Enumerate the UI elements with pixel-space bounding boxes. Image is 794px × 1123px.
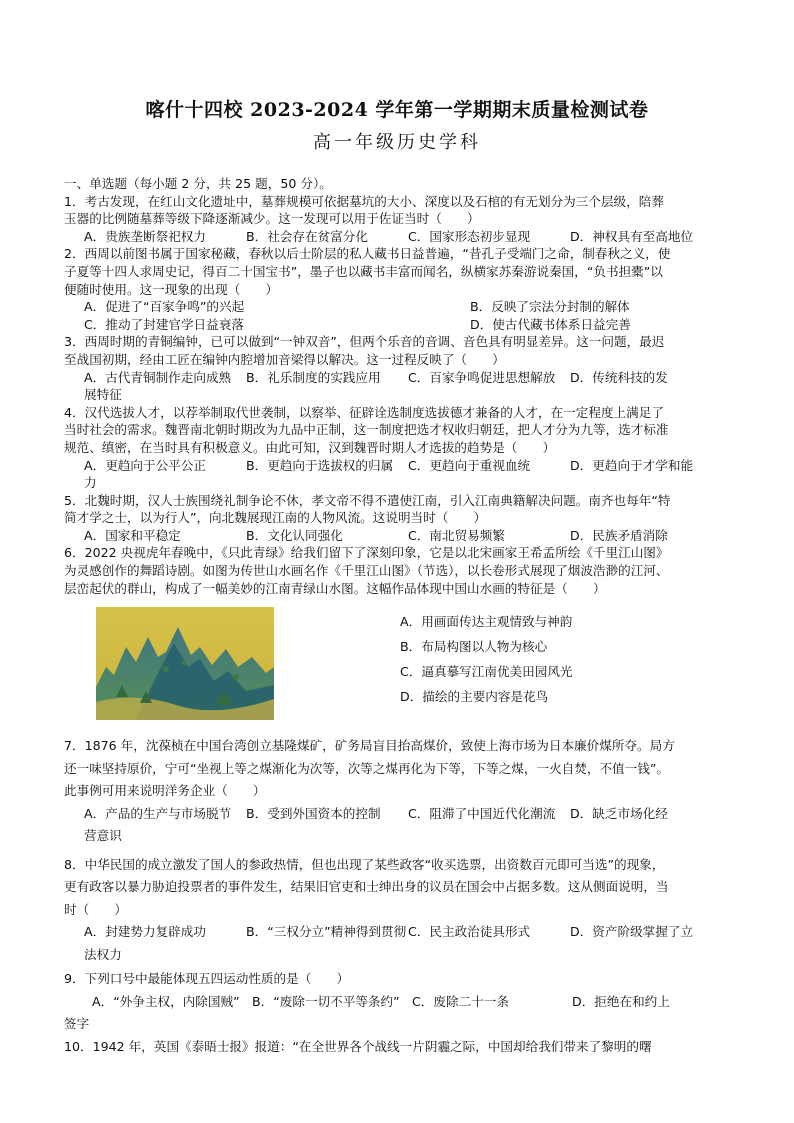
landscape-painting-image	[96, 607, 274, 720]
option-b[interactable]: B．礼乐制度的实践应用	[246, 369, 381, 385]
option-wrap: 力	[84, 475, 97, 491]
options-row	[64, 316, 732, 334]
question-text: 玉器的比例随墓葬等级下降逐渐减少。这一发现可以用于佐证当时（ ）	[64, 211, 480, 227]
option-wrap: 展特征	[84, 387, 122, 403]
exam-subtitle: 高一年级历史学科	[313, 132, 481, 153]
option-a[interactable]: A．“外争主权，内除国贼”	[92, 993, 240, 1009]
question-text: 2．西周以前图书属于国家秘藏，春秋以后士阶层的私人藏书日益普遍，“昔孔子受端门之命，制春秋之义，使	[64, 246, 671, 262]
option-d[interactable]: D．传统科技的发	[570, 369, 668, 385]
option-a[interactable]: A．国家和平稳定	[84, 527, 181, 543]
option-c[interactable]: C．国家形态初步显现	[408, 228, 531, 244]
question-3	[64, 333, 732, 403]
figure-options	[400, 609, 573, 729]
option-b[interactable]: B．受到外国资本的控制	[246, 805, 381, 821]
option-a[interactable]: A．封建势力复辟成功	[84, 924, 206, 940]
option-a[interactable]: A．产品的生产与市场脱节	[84, 805, 232, 821]
question-text: 还一味坚持原价，宁可“坐视上等之煤渐化为次等，次等之煤再化为下等，下等之煤，一火自焚，不值一钱”。	[64, 760, 669, 776]
options-row	[64, 228, 732, 246]
question-text: 简才学之士，以为行人”，向北魏展现江南的人物风流。这说明当时（ ）	[64, 510, 487, 526]
options-row	[64, 457, 732, 475]
question-text: 7．1876 年，沈葆桢在中国台湾创立基隆煤矿，矿务局盲目抬高煤价，致使上海市场为日本廉价煤所夺。局方	[64, 738, 675, 754]
options-row	[64, 527, 732, 545]
option-c[interactable]: C．阻滞了中国近代化潮流	[408, 805, 556, 821]
options-row	[64, 298, 732, 316]
option-wrap: 法权力	[84, 946, 122, 962]
question-text: 便随时使用。这一现象的出现（ ）	[64, 281, 279, 297]
question-4	[64, 404, 732, 492]
question-text: 当时社会的需求。魏晋南北朝时期改为九品中正制，这一制度把选才权收归朝廷，把人才分为九等，选才标准	[64, 422, 669, 438]
question-text: 至战国初期，经由工匠在编钟内腔增加音梁得以解决。这一过程反映了（ ）	[64, 351, 505, 367]
question-text: 6．2022 央视虎年春晚中，《只此青绿》给我们留下了深刻印象，它是以北宋画家王希孟所绘《千里江山图》	[64, 545, 669, 561]
options-row	[64, 991, 732, 1014]
question-9	[64, 968, 732, 1036]
option-c[interactable]: C．民主政治徒具形式	[408, 924, 531, 940]
option-wrap: 营意识	[84, 828, 122, 844]
option-wrap: 签字	[64, 1016, 90, 1032]
option-d[interactable]: D．拒绝在和约上	[572, 993, 670, 1009]
options-row	[64, 803, 732, 826]
option-c[interactable]: C．更趋向于重视血统	[408, 457, 531, 473]
question-2	[64, 245, 732, 333]
figure-row	[64, 601, 732, 729]
question-text: 时（ ）	[64, 901, 127, 917]
option-d[interactable]: D．描绘的主要内容是花鸟	[400, 689, 549, 705]
question-text: 3．西周时期的青铜编钟，已可以做到“一钟双音”，但两个乐音的音调、音色具有明显差异。这一问题，最迟	[64, 334, 665, 350]
option-b[interactable]: B．反映了宗法分封制的解体	[470, 299, 630, 315]
question-7	[64, 735, 732, 848]
question-text: 层峦起伏的群山，构成了一幅美妙的江南青绿山水图。这幅作品体现中国山水画的特征是（ ）	[64, 580, 606, 596]
option-c[interactable]: C．百家争鸣促进思想解放	[408, 369, 556, 385]
option-a[interactable]: A．促进了“百家争鸣”的兴起	[84, 299, 245, 315]
option-b[interactable]: B．“废除一切不平等条约”	[252, 993, 400, 1009]
question-text: 1．考古发现，在红山文化遗址中，墓葬规模可依据墓坑的大小、深度以及石棺的有无划分为三个层级，陪葬	[64, 193, 664, 209]
option-c[interactable]: C．废除二十一条	[412, 993, 509, 1009]
question-text: 子夏等十四人求周史记，得百二十国宝书”，墨子也以藏书丰富而闻名，纵横家苏秦游说秦国，“负书担橐”以	[64, 263, 663, 279]
exam-content	[64, 175, 732, 1058]
option-c[interactable]: C．逼真摹写江南优美田园风光	[400, 664, 573, 680]
option-d[interactable]: D．缺乏市场化经	[570, 805, 668, 821]
option-d[interactable]: D．民族矛盾消除	[570, 527, 668, 543]
section-heading: 一、单选题（每小题 2 分，共 25 题，50 分）。	[64, 176, 332, 191]
option-a[interactable]: A．更趋向于公平公正	[84, 457, 206, 473]
options-row	[64, 921, 732, 944]
question-text: 更有政客以暴力胁迫投票者的事件发生，结果旧官吏和士绅出身的议员在国会中占据多数。这从侧面说明，当	[64, 879, 669, 895]
option-b[interactable]: B．更趋向于选拔权的归属	[246, 457, 394, 473]
option-c[interactable]: C．推动了封建官学日益衰落	[84, 316, 244, 332]
question-5	[64, 492, 732, 545]
question-text: 为灵感创作的舞蹈诗剧。如图为传世山水画名作《千里江山图》（节选），以长卷形式展现了烟波浩渺的江河、	[64, 563, 669, 579]
question-text: 9．下列口号中最能体现五四运动性质的是（ ）	[64, 971, 350, 987]
option-a[interactable]: A．用画面传达主观情致与神韵	[400, 614, 573, 630]
question-text: 8．中华民国的成立激发了国人的参政热情，但也出现了某些政客“收买选票，出资数百元即可当选”的现象，	[64, 856, 665, 872]
option-b[interactable]: B．“三权分立”精神得到贯彻	[246, 924, 407, 940]
option-d[interactable]: D．资产阶级掌握了立	[570, 924, 694, 940]
options-row	[64, 369, 732, 387]
option-c[interactable]: C．南北贸易频繁	[408, 527, 505, 543]
question-text: 10．1942 年，英国《泰晤士报》报道：“在全世界各个战线一片阴霾之际，中国却给我们带来了黎明的曙	[64, 1038, 652, 1054]
question-text: 规范、缜密，在当时具有积极意义。由此可知，汉到魏晋时期人才选拔的趋势是（ ）	[64, 439, 556, 455]
question-text: 此事例可用来说明洋务企业（ ）	[64, 783, 266, 799]
option-a[interactable]: A．贵族垄断祭祀权力	[84, 228, 206, 244]
option-d[interactable]: D．神权具有至高地位	[570, 228, 694, 244]
question-text: 4．汉代选拔人才，以荐举制取代世袭制，以察举、征辟诠选制度选拔德才兼备的人才，在一定程度上满足了	[64, 404, 664, 420]
question-6	[64, 544, 732, 729]
question-text: 5．北魏时期，汉人士族围绕礼制争论不休，孝文帝不得不遣使江南，引入江南典籍解决问题。南齐也每年“特	[64, 492, 671, 508]
option-d[interactable]: D．使古代藏书体系日益完善	[470, 316, 631, 332]
option-b[interactable]: B．布局构图以人物为核心	[400, 639, 548, 655]
option-d[interactable]: D．更趋向于才学和能	[570, 457, 694, 473]
question-1	[64, 193, 732, 246]
option-b[interactable]: B．文化认同强化	[246, 527, 343, 543]
exam-title: 喀什十四校 2023-2024 学年第一学期期末质量检测试卷	[145, 99, 649, 121]
question-10	[64, 1036, 732, 1059]
option-a[interactable]: A．古代青铜制作走向成熟	[84, 369, 232, 385]
question-8	[64, 854, 732, 967]
option-b[interactable]: B．社会存在贫富分化	[246, 228, 368, 244]
